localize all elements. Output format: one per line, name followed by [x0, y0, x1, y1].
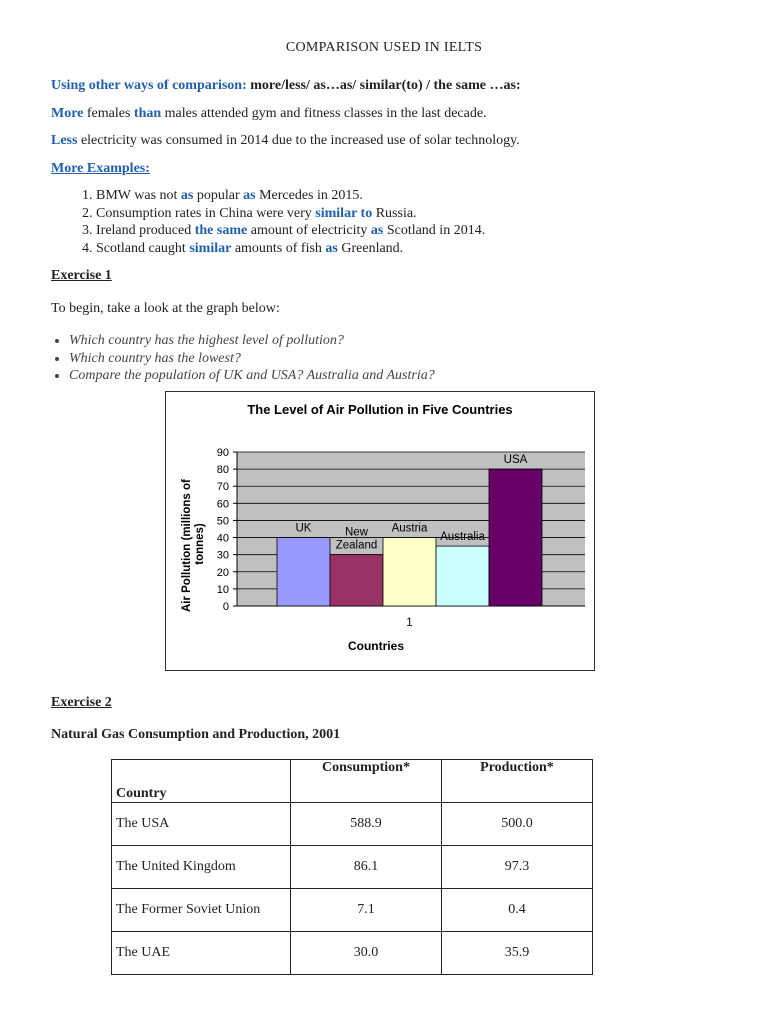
data-label: USA — [503, 454, 528, 467]
example-item — [96, 205, 696, 223]
example-keyword: as — [370, 223, 384, 238]
y-tick-label: 0 — [222, 601, 229, 613]
example-keyword: similar — [189, 240, 232, 256]
bar-austria — [383, 538, 436, 606]
table-row — [112, 803, 593, 846]
example-item — [96, 240, 696, 258]
example-keyword: as — [243, 188, 256, 203]
table-cell: 30.0 — [291, 932, 442, 975]
bar-uk — [277, 538, 330, 606]
bar-usa — [489, 469, 542, 606]
table-cell: 500.0 — [442, 803, 593, 846]
y-tick-label: 90 — [216, 447, 229, 459]
table-cell: The Former Soviet Union — [112, 889, 291, 932]
table-cell: 7.1 — [291, 889, 442, 932]
questions-list — [40, 332, 435, 385]
table-cell: The UAE — [112, 932, 291, 975]
gas-table — [111, 759, 593, 975]
data-label: Australia — [440, 531, 485, 544]
example-keyword: the same — [194, 223, 248, 238]
intro-label: Using other ways of comparison: — [51, 78, 247, 93]
y-axis-label-line1: Air Pollution (millions of — [181, 479, 193, 613]
intro-line — [51, 78, 521, 94]
example-text: Mercedes in 2015. — [255, 188, 363, 203]
table-row — [112, 889, 593, 932]
data-label: Zealand — [335, 539, 378, 552]
data-label: UK — [295, 522, 312, 535]
chart-plot-area — [217, 447, 585, 629]
table-cell: 86.1 — [291, 846, 442, 889]
example-keyword: similar to — [315, 205, 373, 221]
table-header-row — [112, 760, 593, 803]
example-text: Russia. — [372, 205, 417, 221]
table-cell: The USA — [112, 803, 291, 846]
column-header: Consumption* — [291, 760, 442, 803]
column-header: Production* — [442, 760, 593, 803]
y-tick-label: 40 — [216, 532, 229, 545]
more-examples-heading: More Examples: — [51, 161, 150, 176]
table-cell: 97.3 — [442, 846, 593, 889]
sentence-more — [51, 106, 487, 122]
example-text: Greenland. — [337, 240, 404, 256]
data-label: Austria — [391, 522, 428, 535]
y-axis-label-line2: tonnes) — [194, 523, 206, 565]
page-title: COMPARISON USED IN IELTS — [285, 40, 483, 55]
sentence-text: females — [83, 106, 134, 121]
example-text: Consumption rates in China were very — [96, 205, 316, 221]
exercise1-heading: Exercise 1 — [51, 268, 112, 283]
example-text: popular — [193, 188, 244, 203]
sentence-text: electricity was consumed in 2014 due to the increased use of solar technology. — [77, 133, 520, 148]
bar-australia — [436, 546, 489, 606]
table-title: Natural Gas Consumption and Production, 2001 — [51, 727, 341, 742]
table-row — [112, 932, 593, 975]
exercise1-intro: To begin, take a look at the graph below: — [51, 301, 280, 316]
y-axis-label — [181, 476, 206, 612]
examples-list — [51, 187, 696, 257]
sentence-less — [51, 133, 520, 149]
pollution-chart — [165, 391, 595, 671]
example-item — [96, 187, 696, 205]
x-tick-label: 1 — [406, 617, 413, 629]
x-axis-label: Countries — [347, 639, 405, 653]
y-tick-label: 70 — [216, 481, 229, 494]
example-item — [96, 222, 696, 240]
table-row — [112, 846, 593, 889]
intro-forms: more/less/ as…as/ similar(to) / the same …as: — [246, 78, 521, 93]
y-tick-label: 30 — [216, 549, 229, 562]
y-tick-label: 10 — [216, 583, 229, 596]
table-cell: 0.4 — [442, 889, 593, 932]
y-tick-label: 50 — [216, 515, 229, 528]
table-cell: The United Kingdom — [112, 846, 291, 889]
keyword-more: More — [51, 106, 84, 121]
keyword-less: Less — [51, 133, 78, 148]
keyword-than: than — [133, 106, 162, 121]
example-text: BMW was not — [96, 188, 181, 203]
table-cell: 35.9 — [442, 932, 593, 975]
bar-new-zealand — [330, 555, 383, 606]
data-label: New — [344, 526, 369, 539]
question-item: • Which country has the lowest? — [69, 350, 435, 368]
chart-title: The Level of Air Pollution in Five Countries — [247, 402, 513, 417]
y-tick-label: 80 — [216, 464, 229, 477]
example-text: Scotland in 2014. — [383, 223, 486, 238]
example-keyword: as — [180, 188, 194, 203]
sentence-text: males attended gym and fitness classes in the last decade. — [161, 106, 487, 121]
example-text: Scotland caught — [96, 240, 190, 256]
example-text: Ireland produced — [96, 223, 195, 238]
y-tick-label: 60 — [216, 498, 229, 511]
example-keyword: as — [325, 240, 338, 256]
exercise2-heading: Exercise 2 — [51, 695, 112, 710]
y-tick-label: 20 — [216, 566, 229, 579]
question-item: • Which country has the highest level of pollution? — [69, 332, 435, 350]
question-item: • Compare the population of UK and USA? Australia and Austria? — [69, 367, 435, 385]
chart-svg — [166, 392, 594, 670]
example-text: amounts of fish — [231, 240, 326, 256]
example-text: amount of electricity — [247, 223, 371, 238]
table-cell: 588.9 — [291, 803, 442, 846]
column-header: Country — [112, 760, 291, 803]
